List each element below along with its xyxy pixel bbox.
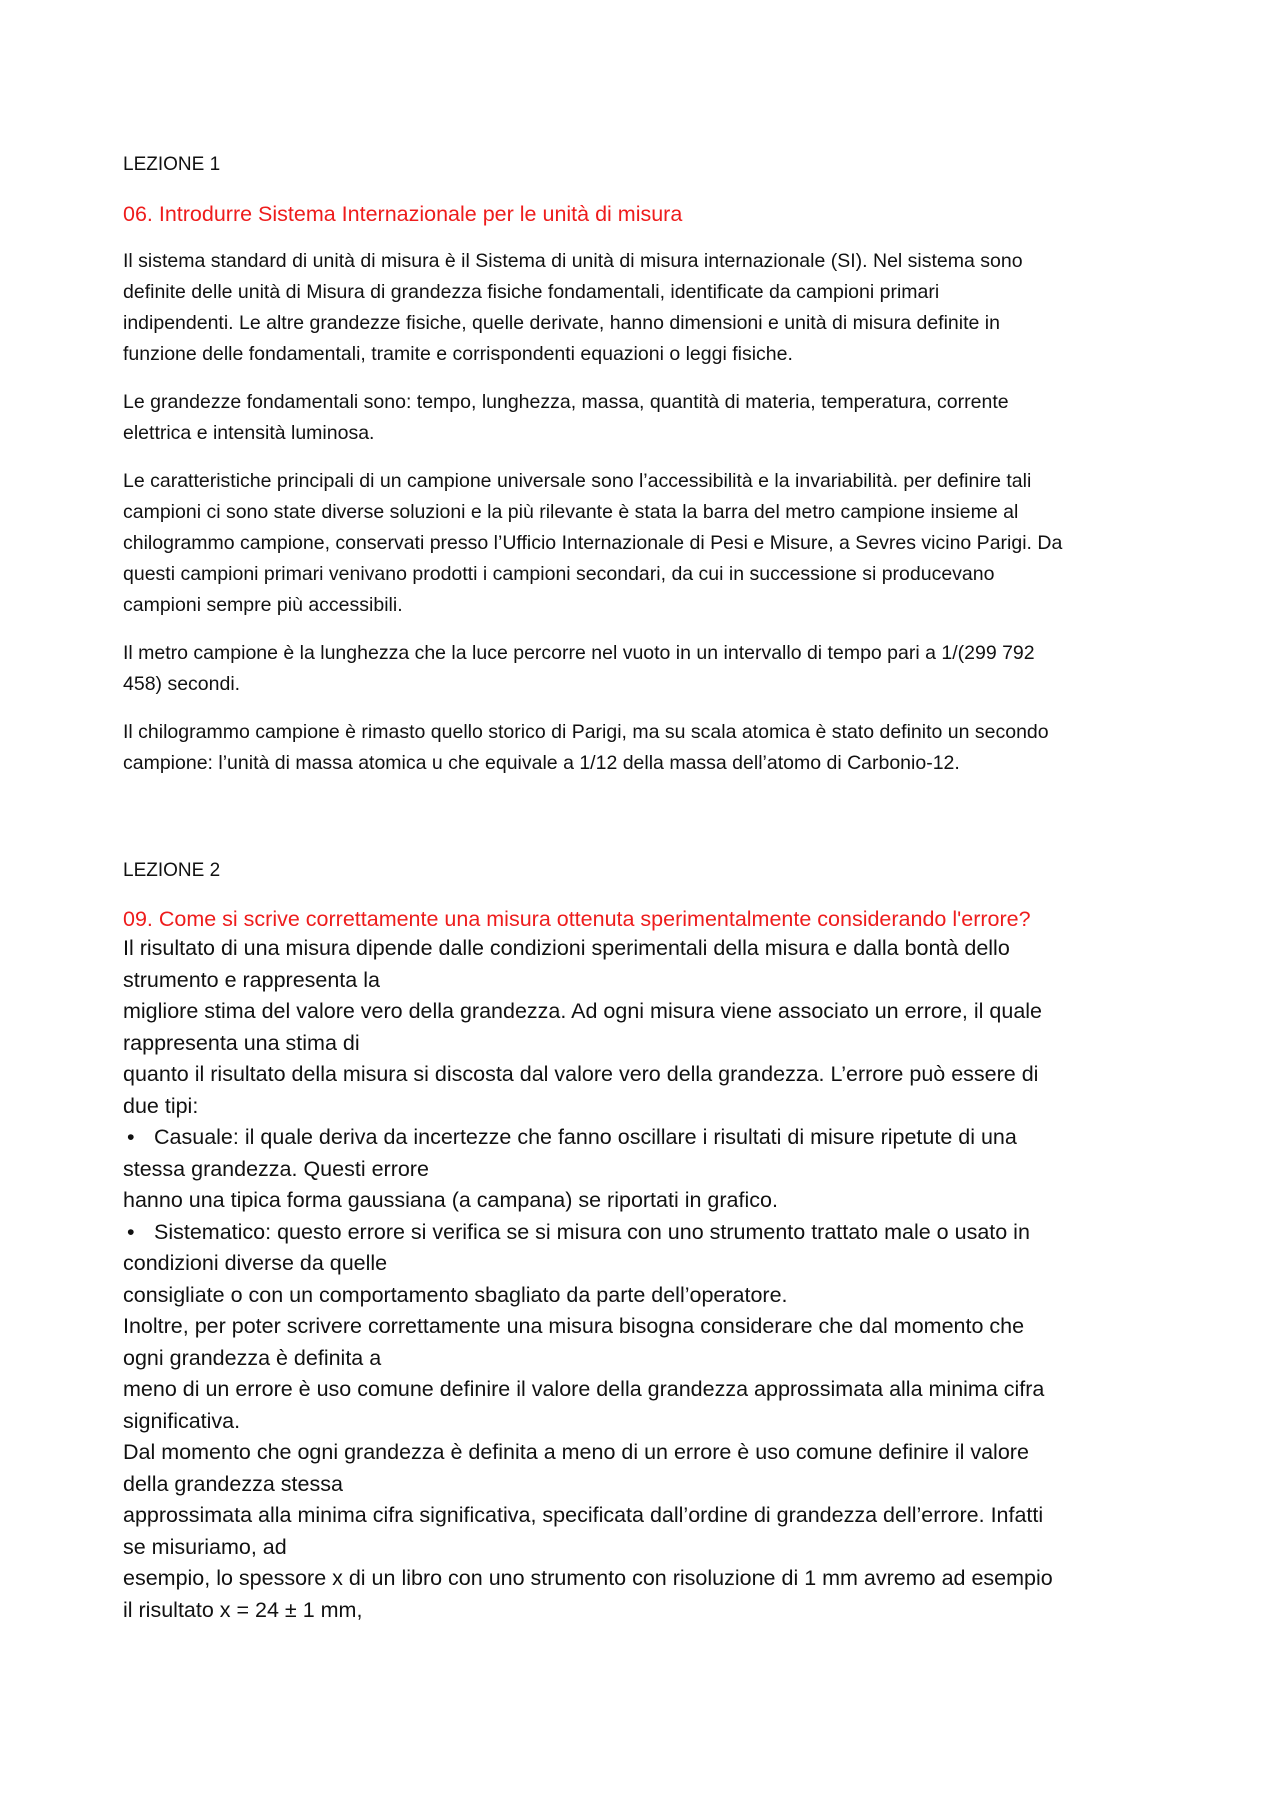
text-line: migliore stima del valore vero della grandezza. Ad ogni misura viene associato un errore, il quale (123, 999, 1043, 1023)
text-line: meno di un errore è uso comune definire il valore della grandezza approssimata alla minima cifra (123, 1377, 1045, 1401)
text-line: quanto il risultato della misura si discosta dal valore vero della grandezza. L’errore può essere di (123, 1062, 1039, 1086)
text-line: Inoltre, per poter scrivere correttamente una misura bisogna considerare che dal momento che (123, 1314, 1025, 1338)
text-line: esempio, lo spessore x di un libro con uno strumento con risoluzione di 1 mm avremo ad esempio (123, 1566, 1053, 1590)
lesson-2-question: 09. Come si scrive correttamente una misura ottenuta sperimentalmente considerando l'errore? (123, 907, 1031, 931)
lesson-2-heading: LEZIONE 2 (123, 860, 221, 881)
document-page (123, 152, 1173, 1626)
bullet-icon: • (127, 1125, 135, 1149)
text-line: consigliate o con un comportamento sbagliato da parte dell’operatore. (123, 1282, 788, 1307)
paragraph-fundamental-quantities: Le grandezze fondamentali sono: tempo, lunghezza, massa, quantità di materia, temperatura, corrente elettrica e intensità luminosa. (123, 391, 1009, 444)
text-line: hanno una tipica forma gaussiana (a campana) se riportati in grafico. (123, 1188, 778, 1212)
text-line: approssimata alla minima cifra significativa, specificata dall’ordine di grandezza dell’errore. Infatti (123, 1503, 1044, 1527)
text-line: Il risultato di una misura dipende dalle condizioni sperimentali della misura e dalla bontà dello (123, 936, 1010, 960)
bullet-item-sistematico: • Sistematico: questo errore si verifica se si misura con uno strumento trattato male o usato in (123, 1217, 1173, 1249)
text-line: significativa. (123, 1408, 241, 1433)
text-line: stessa grandezza. Questi errore (123, 1156, 429, 1181)
text-line: della grandezza stessa (123, 1471, 343, 1496)
lesson-1-question: 06. Introdurre Sistema Internazionale per le unità di misura (123, 202, 683, 226)
text-line: strumento e rappresenta la (123, 967, 380, 992)
paragraph-sample-characteristics: Le caratteristiche principali di un campione universale sono l’accessibilità e la invariabilità. per definire tali campioni ci sono state diverse soluzioni e la più rilevante è stata la barra del metro campione insieme al chilogrammo campione, conservati presso l’Ufficio Internazionale di Pesi e Misure, a Sevres vicino Parigi. Da questi campioni primari venivano prodotti i campioni secondari, da cui in successione si producevano campioni sempre più accessibili. (123, 470, 1063, 616)
text-line: ogni grandezza è definita a (123, 1345, 382, 1370)
bullet-item-casuale: • Casuale: il quale deriva da incertezze che fanno oscillare i risultati di misure ripetute di una (123, 1122, 1173, 1154)
text-line: condizioni diverse da quelle (123, 1251, 388, 1275)
text-line: il risultato x = 24 ± 1 mm, (123, 1597, 363, 1622)
paragraph-metre-sample: Il metro campione è la lunghezza che la luce percorre nel vuoto in un intervallo di tempo pari a 1/(299 792 458) secondi. (123, 642, 1035, 695)
text-line: se misuriamo, ad (123, 1534, 287, 1559)
text-line: due tipi: (123, 1093, 199, 1118)
paragraph-si-definition: Il sistema standard di unità di misura è il Sistema di unità di misura internazionale (SI). Nel sistema sono definite delle unità di Misura di grandezza fisiche fondamentali, identificate da campioni primari indipendenti. Le altre grandezze fisiche, quelle derivate, hanno dimensioni e unità di misura definite in funzione delle fondamentali, tramite e corrispondenti equazioni o leggi fisiche. (123, 250, 1023, 365)
lesson-2-answer (123, 933, 1173, 1626)
lesson-1-heading: LEZIONE 1 (123, 154, 221, 175)
text-line: Dal momento che ogni grandezza è definita a meno di un errore è uso comune definire il valore (123, 1440, 1029, 1464)
paragraph-kilogram-sample: Il chilogrammo campione è rimasto quello storico di Parigi, ma su scala atomica è stato definito un secondo campione: l’unità di massa atomica u che equivale a 1/12 della massa dell’atomo di Carbonio-12. (123, 721, 1049, 774)
bullet-icon: • (127, 1219, 135, 1244)
text-line: rappresenta una stima di (123, 1030, 360, 1055)
